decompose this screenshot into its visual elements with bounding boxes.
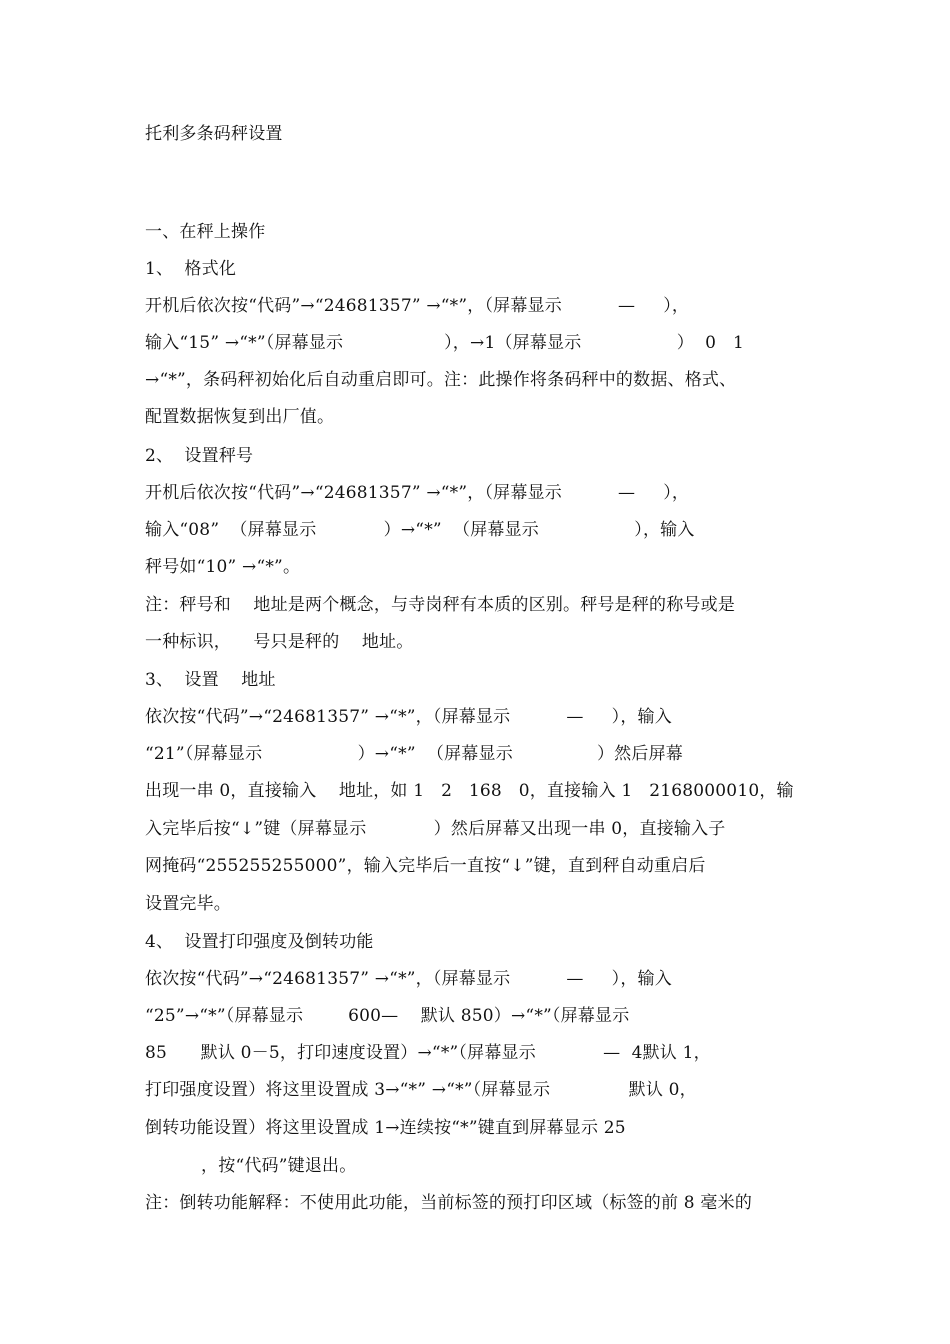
paragraph-line: 开机后依次按“代码”→“24681357” →“*”，（屏幕显示 — ）， xyxy=(145,483,690,503)
note-line: 注：秤号和 地址是两个概念，与寺岗秤有本质的区别。秤号是秤的称号或是 xyxy=(145,595,736,615)
paragraph-line: 入完毕后按“↓”键（屏幕显示 ）然后屏幕又出现一串 0，直接输入子 xyxy=(145,819,726,839)
step-heading: 1、 格式化 xyxy=(145,259,237,279)
step-heading: 4、 设置打印强度及倒转功能 xyxy=(145,932,374,952)
paragraph-line: 出现一串 0，直接输入 地址，如 1 2 168 0，直接输入 1 2168000010，输 xyxy=(145,781,794,801)
paragraph-line: 设置完毕。 xyxy=(145,894,231,914)
paragraph-line: →“*”，条码秤初始化后自动重启即可。注：此操作将条码秤中的数据、格式、 xyxy=(145,370,737,390)
step-heading: 3、 设置 地址 xyxy=(145,670,276,690)
paragraph-line: 打印强度设置）将这里设置成 3→“*” →“*”（屏幕显示 默认 0， xyxy=(145,1080,697,1100)
paragraph-line: 85 默认 0－5，打印速度设置）→“*”（屏幕显示 — 4默认 1， xyxy=(145,1043,711,1063)
paragraph-line: ，按“代码”键退出。 xyxy=(145,1156,357,1176)
paragraph-line: 网掩码“255255255000”，输入完毕后一直按“↓”键，直到秤自动重启后 xyxy=(145,856,706,876)
note-line: 注：倒转功能解释：不使用此功能，当前标签的预打印区域（标签的前 8 毫米的 xyxy=(145,1193,753,1213)
paragraph-line: “25”→“*”（屏幕显示 600— 默认 850）→“*”（屏幕显示 xyxy=(145,1006,630,1026)
doc-title: 托利多条码秤设置 xyxy=(145,124,283,144)
paragraph-line: 倒转功能设置）将这里设置成 1→连续按“*”键直到屏幕显示 25 xyxy=(145,1118,626,1138)
paragraph-line: 依次按“代码”→“24681357” →“*”，（屏幕显示 — ），输入 xyxy=(145,707,672,727)
step-heading: 2、 设置秤号 xyxy=(145,446,254,466)
paragraph-line: 配置数据恢复到出厂值。 xyxy=(145,407,335,427)
paragraph-line: 秤号如“10” →“*”。 xyxy=(145,557,301,577)
section-heading: 一、在秤上操作 xyxy=(145,222,266,242)
paragraph-line: 依次按“代码”→“24681357” →“*”，（屏幕显示 — ），输入 xyxy=(145,969,672,989)
note-line: 一种标识， 号只是秤的 地址。 xyxy=(145,632,414,652)
paragraph-line: “21”（屏幕显示 ）→“*” （屏幕显示 ）然后屏幕 xyxy=(145,744,683,764)
paragraph-line: 输入“15” →“*”（屏幕显示 ），→1（屏幕显示 ） 0 1 xyxy=(145,333,744,353)
paragraph-line: 输入“08” （屏幕显示 ）→“*” （屏幕显示 ），输入 xyxy=(145,520,695,540)
paragraph-line: 开机后依次按“代码”→“24681357” →“*”，（屏幕显示 — ）， xyxy=(145,296,690,316)
